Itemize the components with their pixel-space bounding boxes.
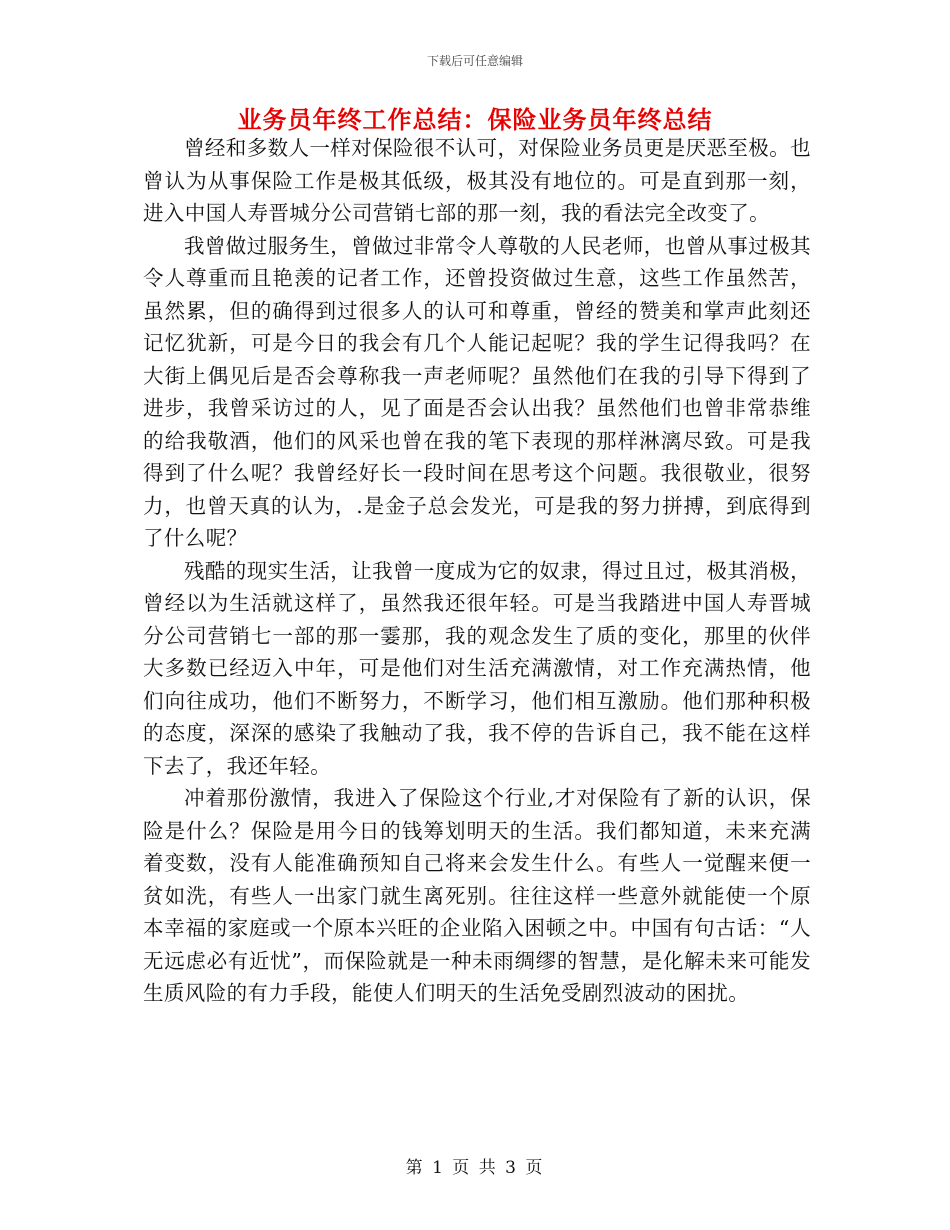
- document-title: 业务员年终工作总结：保险业务员年终总结: [237, 105, 713, 134]
- paragraph-2: 我曾做过服务生，曾做过非常令人尊敬的人民老师，也曾从事过极其令人尊重而且艳羡的记者工作，还曾投资做过生意，这些工作虽然苦，虽然累，但的确得到过很多人的认可和尊重，曾经的赞美和掌声此刻还记忆犹新，可是今日的我会有几个人能记起呢？我的学生记得我吗？在大街上偶见后是否会尊称我一声老师呢？虽然他们在我的引导下得到了进步，我曾采访过的人，见了面是否会认出我？虽然他们也曾非常恭维的给我敬酒，他们的风采也曾在我的笔下表现的那样淋漓尽致。可是我得到了什么呢？我曾经好长一段时间在思考这个问题。我很敬业，很努力，也曾天真的认为，.是金子总会发光，可是我的努力拼搏，到底得到了什么呢？: [143, 233, 811, 550]
- header-note: 下载后可任意编辑: [426, 54, 523, 68]
- page-number: 第 1 页 共 3 页: [405, 1158, 545, 1178]
- paragraph-4: 冲着那份激情，我进入了保险这个行业,才对保险有了新的认识，保险是什么？保险是用今日的钱筹划明天的生活。我们都知道，未来充满着变数，没有人能准确预知自己将来会发生什么。有些人一觉醒来便一贫如洗，有些人一出家门就生离死别。往往这样一些意外就能使一个原本幸福的家庭或一个原本兴旺的企业陷入困顿之中。中国有句古话：“人无远虑必有近忧”，而保险就是一种未雨绸缪的智慧，是化解未来可能发生质风险的有力手段，能使人们明天的生活免受剧烈波动的困扰。: [143, 786, 811, 1005]
- paragraph-1: 曾经和多数人一样对保险很不认可，对保险业务员更是厌恶至极。也曾认为从事保险工作是极其低级，极其没有地位的。可是直到那一刻，进入中国人寿晋城分公司营销七部的那一刻，我的看法完全改变了。: [143, 136, 811, 225]
- document-body: [143, 132, 811, 1010]
- paragraph-3: 残酷的现实生活，让我曾一度成为它的奴隶，得过且过，极其消极，曾经以为生活就这样了，虽然我还很年轻。可是当我踏进中国人寿晋城分公司营销七一部的那一霎那，我的观念发生了质的变化，那里的伙伴大多数已经迈入中年，可是他们对生活充满激情，对工作充满热情，他们向往成功，他们不断努力，不断学习，他们相互激励。他们那种积极的态度，深深的感染了我触动了我，我不停的告诉自己，我不能在这样下去了，我还年轻。: [143, 558, 811, 778]
